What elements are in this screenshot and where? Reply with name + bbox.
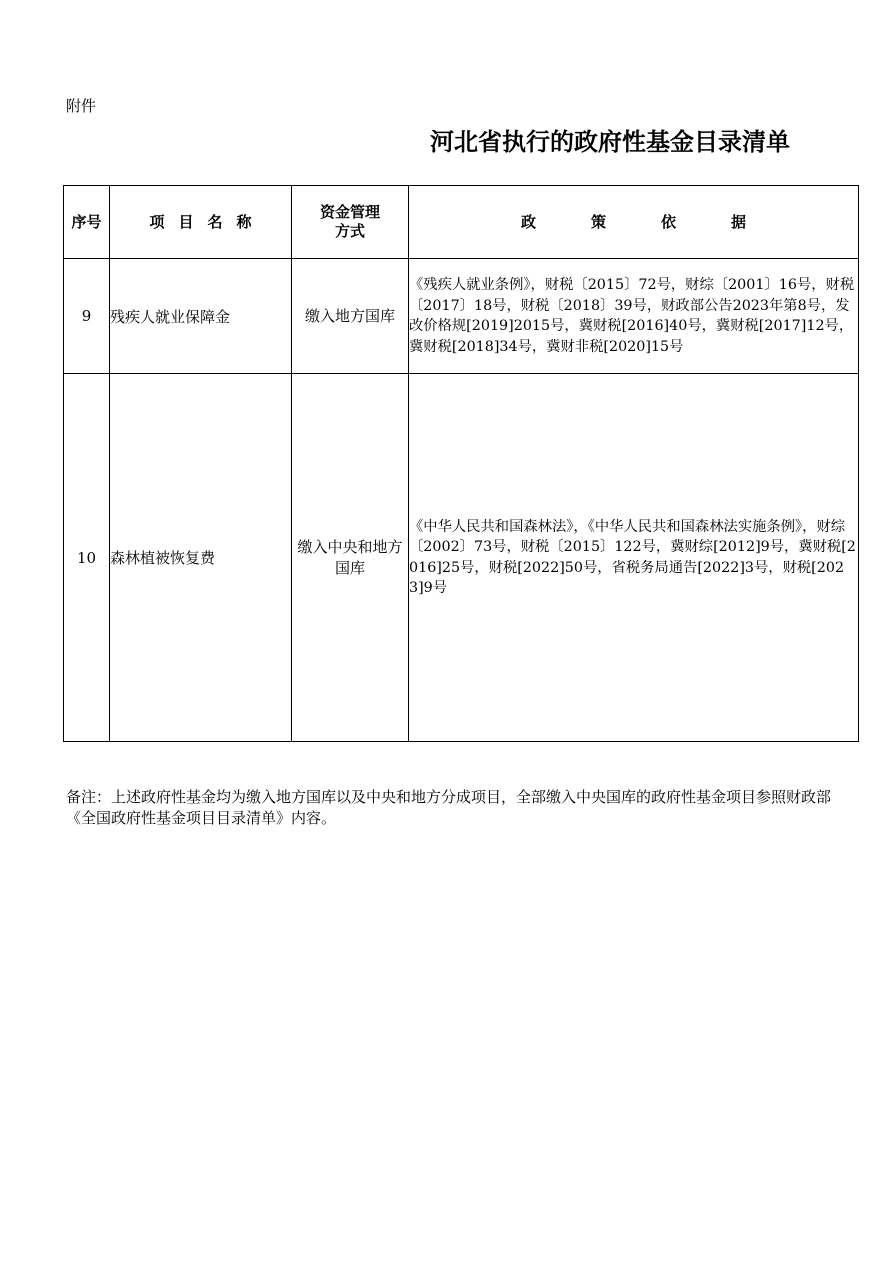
page-title: 河北省执行的政府性基金目录清单 <box>430 128 790 156</box>
header-method <box>292 186 409 259</box>
table-header-row <box>64 186 859 259</box>
row-policy-basis: 《中华人民共和国森林法》，《中华人民共和国森林法实施条例》，财综〔2002〕73号，财税〔2015〕122号，冀财综[2012]9号，冀财税[2016]25号，财税[2022]50号，省税务局通告[2022]3号，财税[2023]9号 <box>409 374 859 742</box>
row-fund-method: 缴入地方国库 <box>292 259 409 374</box>
table-row <box>64 374 859 742</box>
table-row <box>64 259 859 374</box>
header-seq: 序号 <box>64 186 110 259</box>
row-fund-name: 残疾人就业保障金 <box>110 259 292 374</box>
row-seq: 9 <box>64 259 110 374</box>
row-seq: 10 <box>64 374 110 742</box>
row-fund-method: 缴入中央和地方国库 <box>292 374 409 742</box>
header-name-label: 项目名称 <box>149 212 266 231</box>
row-policy-basis: 《残疾人就业条例》，财税〔2015〕72号，财综〔2001〕16号，财税〔2017〕18号，财税〔2018〕39号，财政部公告2023年第8号，发改价格规[2019]2015号，冀财税[2016]40号，冀财税[2017]12号，冀财税[2018]34号，冀财非税[2020]15号 <box>409 259 859 374</box>
header-basis-label: 政策依据 <box>520 212 801 231</box>
header-name <box>110 186 292 259</box>
header-method-line2: 方式 <box>334 222 365 240</box>
row-fund-name: 森林植被恢复费 <box>110 374 292 742</box>
header-method-line1: 资金管理 <box>319 203 380 221</box>
header-basis <box>409 186 859 259</box>
fund-catalog-table <box>63 185 859 742</box>
attachment-label: 附件 <box>66 97 97 115</box>
remark-note: 备注：上述政府性基金均为缴入地方国库以及中央和地方分成项目，全部缴入中央国库的政府性基金项目参照财政部《全国政府性基金项目目录清单》内容。 <box>66 788 832 827</box>
